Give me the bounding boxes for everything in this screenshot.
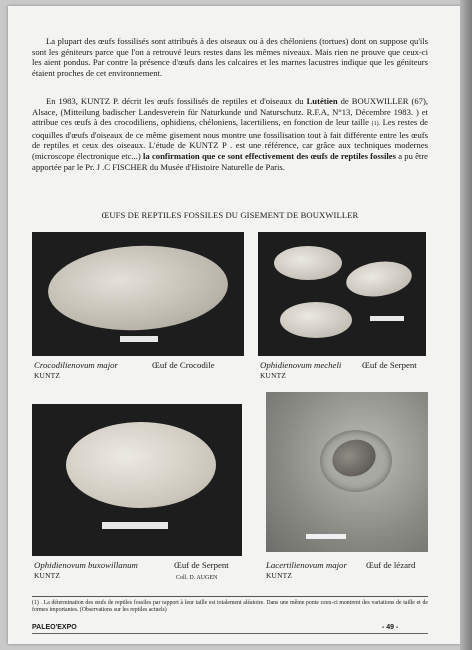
caption-author-4: KUNTZ (266, 571, 293, 580)
page-edge-shadow (460, 0, 472, 650)
caption-common-1: Œuf de Crocodile (152, 360, 215, 370)
p2-text-c: de BOUXWILLER (67), Alsace, (Mitteilung badischer Landesverein für Naturkunde und Naturschutz. R.F.A, N°13, Décembre 1983. ) et attribue ces œufs à des crocodiliens, ophidiens, chéloniens, lacertiliens, en fonction de leur taille (32, 96, 428, 128)
paragraph-kuntz (32, 96, 428, 172)
caption-common-2: Œuf de Serpent (362, 360, 417, 370)
scale-bar (370, 316, 404, 321)
egg-snake-3 (280, 302, 352, 338)
egg-snake-1 (274, 246, 342, 280)
egg-snake-2 (344, 258, 414, 301)
paragraph-intro: La plupart des œufs fossilisés sont attribués à des oiseaux ou à des chéloniens (tortues) dont on suppose qu'ils sont les géniteurs parce que l'on a retrouvé leurs restes dans les mêmes niveaux. Mais rien ne prouve que ceux-ci les aient pondus. Par contre la présence d'œufs dans les calcaires et les marnes lacustres indique que les géniteurs étaient proches de cet environnement. (32, 36, 428, 78)
egg-buxowillanum (66, 422, 216, 508)
collection-credit: Coll. D. AUGEN (176, 575, 218, 581)
p2-lutetien: Lutétien (306, 96, 338, 106)
caption-common-3: Œuf de Serpent (174, 560, 229, 570)
p2-text-f: a pu être apportée par le Pr. J .C FISCHER du Musée d'Histoire Naturelle de Paris. (32, 150, 428, 172)
photo-lizard-egg (266, 392, 428, 552)
p2-text-d: Les restes de coquilles d'œufs d'oiseaux de ce même gisement nous montre une fossilisation tout à fait différente entre les œufs de reptiles et ceux des oiseaux. L'étude de KUNTZ P . est une référence, car grâce aux techniques modernes (microscope électronique etc...) (32, 117, 428, 161)
caption-scientific-4: Lacertilienovum major (266, 560, 347, 570)
egg-crocodile (46, 241, 230, 334)
footer-publication: PALEO'EXPO (32, 624, 77, 631)
footnote: (1) . La détermination des œufs de reptiles fossiles par rapport à leur taille est totalement aléatoire. Dans une même ponte ceux-ci montrent des variations de taille et de formes importantes. (Observations sur les reptiles actuels) (32, 600, 428, 614)
photo-snake-egg-buxowillanum (32, 404, 242, 556)
scale-bar (102, 522, 168, 529)
section-title: ŒUFS DE REPTILES FOSSILES DU GISEMENT DE BOUXWILLER (101, 210, 359, 220)
caption-scientific-2: Ophidienovum mecheli (260, 360, 342, 370)
p2-footnote-ref: (1). (371, 121, 381, 128)
photo-snake-eggs (258, 232, 426, 356)
scale-bar (120, 336, 158, 342)
photo-crocodile-egg (32, 232, 244, 356)
caption-author-3: KUNTZ (34, 571, 61, 580)
caption-scientific-1: Crocodilienovum major (34, 360, 118, 370)
scale-bar (306, 534, 346, 539)
caption-author-1: KUNTZ (34, 371, 61, 380)
footer-divider (32, 633, 428, 634)
footer-page-number: - 49 - (382, 624, 399, 631)
caption-author-2: KUNTZ (260, 371, 287, 380)
footnote-divider (32, 596, 428, 597)
caption-common-4: Œuf de lézard (366, 560, 416, 570)
p2-text-a: En 1983, KUNTZ P. décrit les œufs fossilisés de reptiles et d'oiseaux du (46, 96, 307, 106)
p2-confirmation: la confirmation que ce sont effectivement des œufs de reptiles fossiles (143, 150, 396, 161)
caption-scientific-3: Ophidienovum buxowillanum (34, 560, 138, 570)
